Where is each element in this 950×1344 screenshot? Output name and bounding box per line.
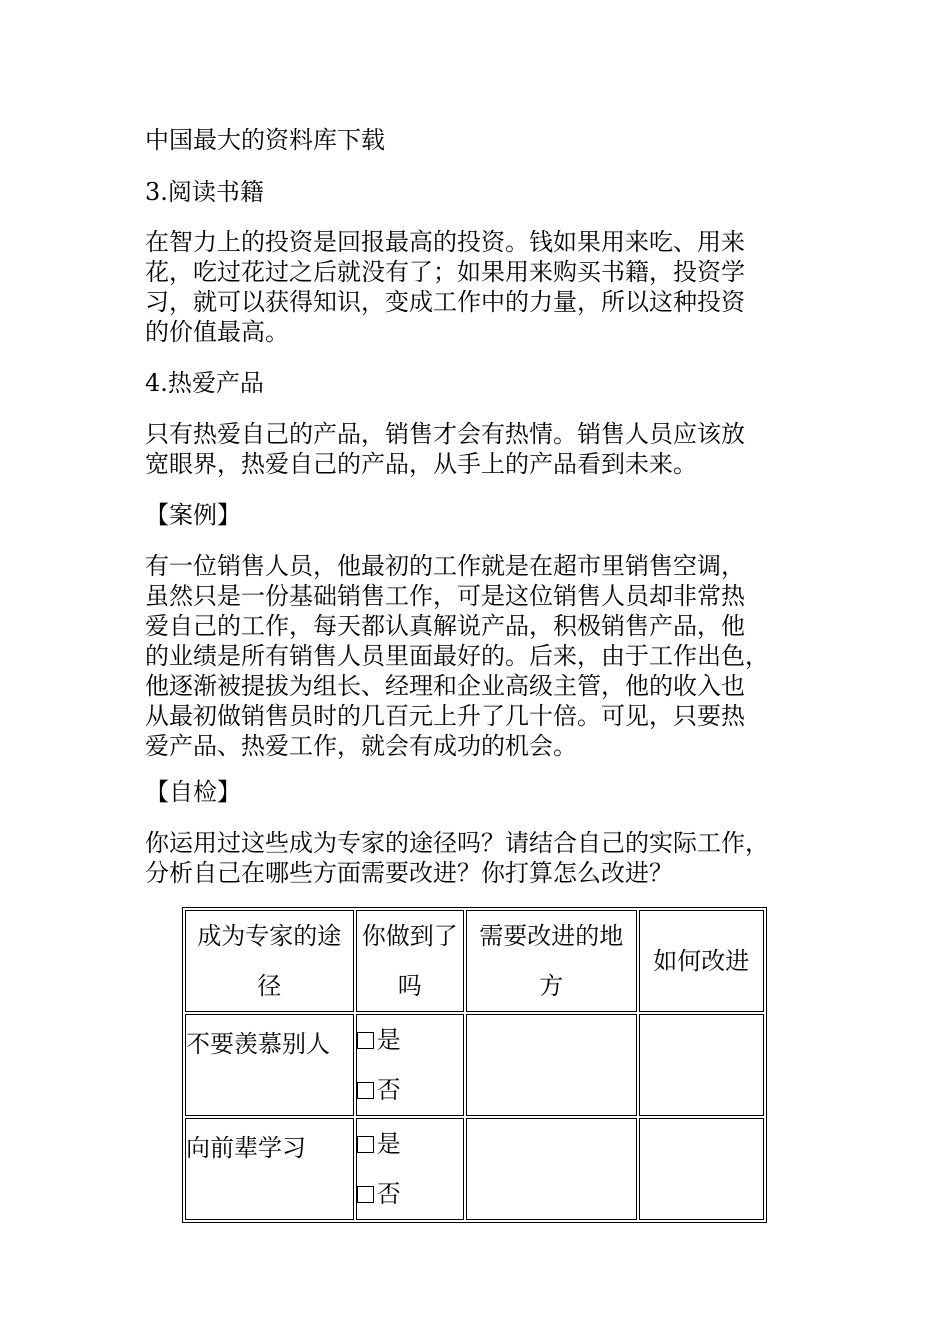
checkbox-icon[interactable]	[357, 1032, 374, 1049]
option-yes[interactable]: 是	[357, 1015, 463, 1065]
paragraph-line: 从最初做销售员时的几百元上升了几十倍。可见，只要热	[145, 702, 745, 730]
table-row	[185, 1118, 764, 1220]
header-done: 你做到了 吗	[356, 910, 464, 1012]
case-paragraph	[145, 551, 805, 761]
section-3-title: 3.阅读书籍	[145, 178, 264, 206]
selfcheck-paragraph	[145, 828, 805, 888]
paragraph-line: 爱自己的工作，每天都认真解说产品，积极销售产品，他	[145, 612, 745, 640]
selfcheck-title: 【自检】	[145, 778, 241, 806]
yes-no-options	[356, 1014, 464, 1116]
option-no[interactable]: 否	[357, 1169, 463, 1219]
how-improve-cell[interactable]	[639, 1118, 764, 1220]
section-3-paragraph	[145, 227, 805, 347]
paragraph-line: 的价值最高。	[145, 318, 289, 346]
section-4-paragraph	[145, 419, 805, 479]
option-no[interactable]: 否	[357, 1065, 463, 1115]
improve-area-cell[interactable]	[466, 1118, 637, 1220]
option-yes[interactable]: 是	[357, 1119, 463, 1169]
paragraph-line: 有一位销售人员，他最初的工作就是在超市里销售空调，	[145, 552, 745, 580]
checkbox-icon[interactable]	[357, 1136, 374, 1153]
paragraph-line: 分析自己在哪些方面需要改进？你打算怎么改进？	[145, 859, 673, 887]
paragraph-line: 花，吃过花过之后就没有了；如果用来购买书籍，投资学	[145, 258, 745, 286]
table-header-row	[185, 910, 764, 1012]
improve-area-cell[interactable]	[466, 1014, 637, 1116]
case-title: 【案例】	[145, 501, 241, 529]
how-improve-cell[interactable]	[639, 1014, 764, 1116]
paragraph-line: 他逐渐被提拔为组长、经理和企业高级主管，他的收入也	[145, 672, 745, 700]
checkbox-icon[interactable]	[357, 1082, 374, 1099]
row-label: 向前辈学习	[185, 1118, 354, 1220]
document-header: 中国最大的资料库下载	[145, 126, 385, 154]
section-4-title: 4.热爱产品	[145, 369, 264, 397]
header-how-improve: 如何改进	[639, 910, 764, 1012]
row-label: 不要羡慕别人	[185, 1014, 354, 1116]
paragraph-line: 虽然只是一份基础销售工作，可是这位销售人员却非常热	[145, 582, 745, 610]
paragraph-line: 的业绩是所有销售人员里面最好的。后来，由于工作出色，	[145, 642, 769, 670]
header-improve-area: 需要改进的地 方	[466, 910, 637, 1012]
paragraph-line: 你运用过这些成为专家的途径吗？请结合自己的实际工作，	[145, 829, 769, 857]
selfcheck-table	[182, 907, 767, 1223]
paragraph-line: 爱产品、热爱工作，就会有成功的机会。	[145, 732, 577, 760]
yes-no-options	[356, 1118, 464, 1220]
checkbox-icon[interactable]	[357, 1186, 374, 1203]
paragraph-line: 习，就可以获得知识，变成工作中的力量，所以这种投资	[145, 288, 745, 316]
table-row	[185, 1014, 764, 1116]
header-path: 成为专家的途 径	[185, 910, 354, 1012]
paragraph-line: 在智力上的投资是回报最高的投资。钱如果用来吃、用来	[145, 228, 745, 256]
paragraph-line: 只有热爱自己的产品，销售才会有热情。销售人员应该放	[145, 420, 745, 448]
paragraph-line: 宽眼界，热爱自己的产品，从手上的产品看到未来。	[145, 450, 697, 478]
